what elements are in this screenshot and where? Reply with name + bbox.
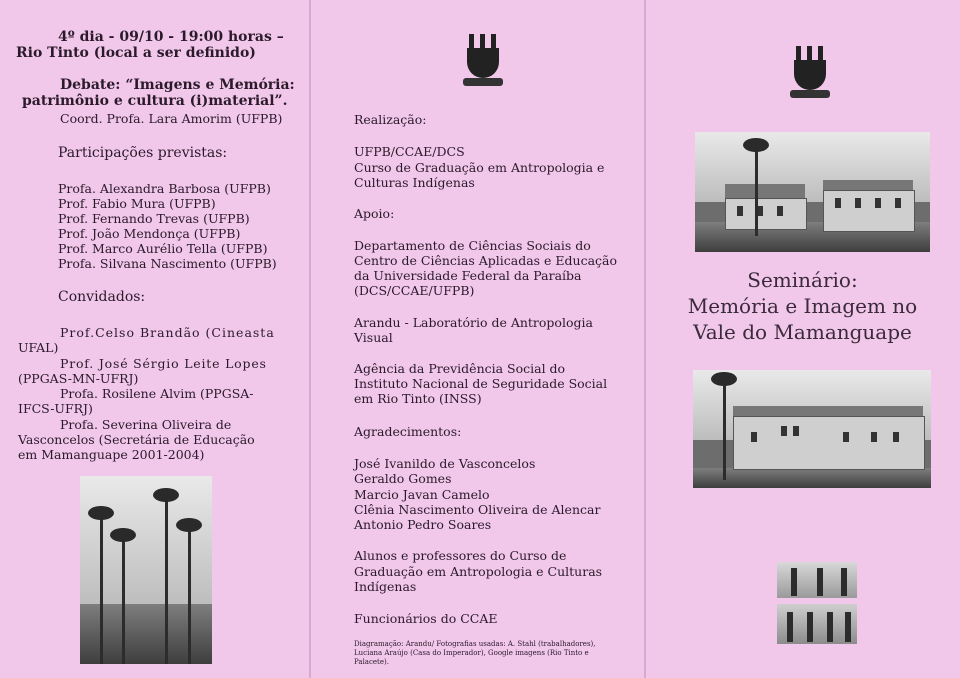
apoio-line: Arandu - Laboratório de Antropologia — [354, 315, 593, 330]
participant-item: Profa. Alexandra Barbosa (UFPB) — [58, 181, 271, 196]
agradecimento-name: José Ivanildo de Vasconcelos — [354, 456, 536, 471]
debate-coordinator: Coord. Profa. Lara Amorim (UFPB) — [60, 111, 283, 126]
alunos-line: Indígenas — [354, 579, 417, 594]
guests-heading: Convidados: — [58, 289, 146, 305]
ufpb-crest-icon — [463, 34, 503, 88]
schedule-day4-line1: 4º dia - 09/10 - 19:00 horas – — [58, 29, 284, 45]
realizacao-heading: Realização: — [354, 112, 427, 127]
guest-line: Vasconcelos (Secretária de Educação — [18, 432, 255, 447]
apoio-line: Visual — [354, 330, 393, 345]
agradecimentos-heading: Agradecimentos: — [354, 424, 462, 439]
guest-line: Prof.Celso Brandão (Cineasta — [60, 325, 275, 340]
workers-collage-top — [777, 562, 857, 598]
ufpb-crest-icon — [790, 46, 830, 100]
cover-panel — [645, 0, 960, 678]
workers-collage-bottom — [777, 604, 857, 644]
apoio-line: Departamento de Ciências Sociais do — [354, 238, 591, 253]
agradecimento-name: Clênia Nascimento Oliveira de Alencar — [354, 502, 601, 517]
colonial-house-photo — [693, 370, 931, 488]
schedule-day4-line2: Rio Tinto (local a ser definido) — [16, 45, 256, 61]
agradecimento-name: Geraldo Gomes — [354, 471, 452, 486]
guest-line: Profa. Severina Oliveira de — [60, 417, 232, 432]
participant-item: Profa. Silvana Nascimento (UFPB) — [58, 256, 277, 271]
alunos-line: Graduação em Antropologia e Culturas — [354, 564, 603, 579]
realizacao-line: Curso de Graduação em Antropologia e — [354, 160, 605, 175]
guest-line: em Mamanguape 2001-2004) — [18, 447, 205, 462]
guest-line: (PPGAS-MN-UFRJ) — [18, 371, 139, 386]
guest-line: Profa. Rosilene Alvim (PPGSA- — [60, 386, 254, 401]
participant-item: Prof. Fernando Trevas (UFPB) — [58, 211, 250, 226]
apoio-line: da Universidade Federal da Paraíba — [354, 268, 582, 283]
middle-panel — [310, 0, 645, 678]
palm-avenue-photo — [80, 476, 212, 664]
funcionarios-line: Funcionários do CCAE — [354, 611, 498, 626]
apoio-line: Instituto Nacional de Seguridade Social — [354, 376, 608, 391]
guest-line: IFCS-UFRJ) — [18, 401, 93, 416]
participant-item: Prof. Fabio Mura (UFPB) — [58, 196, 216, 211]
agradecimento-name: Marcio Javan Camelo — [354, 487, 490, 502]
apoio-line: Centro de Ciências Aplicadas e Educação — [354, 253, 618, 268]
apoio-heading: Apoio: — [354, 206, 395, 221]
participations-heading: Participações previstas: — [58, 145, 228, 161]
realizacao-line: UFPB/CCAE/DCS — [354, 144, 465, 159]
historic-buildings-photo — [695, 132, 930, 252]
participant-item: Prof. João Mendonça (UFPB) — [58, 226, 241, 241]
debate-title-line2: patrimônio e cultura (i)material”. — [22, 93, 288, 109]
alunos-line: Alunos e professores do Curso de — [354, 548, 567, 563]
realizacao-line: Culturas Indígenas — [354, 175, 475, 190]
apoio-line: (DCS/CCAE/UFPB) — [354, 283, 475, 298]
guest-line: Prof. José Sérgio Leite Lopes — [60, 356, 267, 371]
participant-item: Prof. Marco Aurélio Tella (UFPB) — [58, 241, 268, 256]
credits-note: Diagramação: Arandu/ Fotografias usadas: A. Stahl (trabalhadores), Luciana Araújo (Casa do Imperador), Google imagens (Rio Tinto e Palacete). — [354, 640, 596, 666]
agradecimento-name: Antonio Pedro Soares — [354, 517, 492, 532]
seminar-title-line2: Memória e Imagem no — [687, 294, 918, 318]
guest-line: UFAL) — [18, 340, 59, 355]
left-panel — [0, 0, 310, 678]
seminar-title-line1: Seminário: — [747, 268, 858, 292]
seminar-title-line3: Vale do Mamanguape — [693, 320, 912, 344]
debate-title-line1: Debate: “Imagens e Memória: — [60, 77, 295, 93]
apoio-line: Agência da Previdência Social do — [354, 361, 566, 376]
apoio-line: em Rio Tinto (INSS) — [354, 391, 482, 406]
